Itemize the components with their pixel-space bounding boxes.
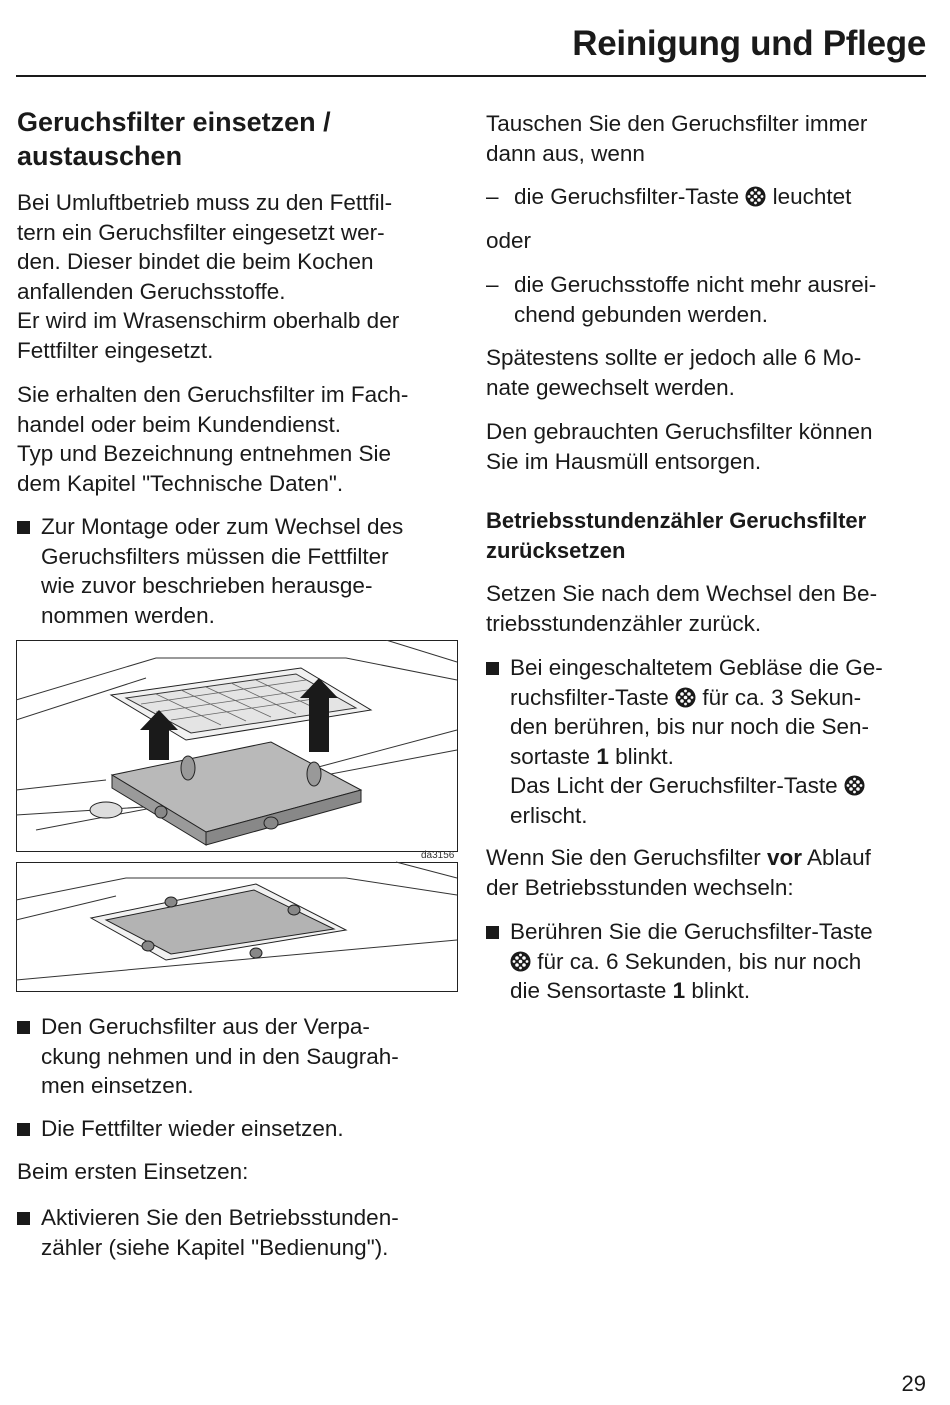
- text-line: [510, 976, 931, 1006]
- section-heading-line: austauschen: [17, 141, 183, 171]
- text-line: Setzen Sie nach dem Wechsel den Be-: [486, 581, 878, 606]
- text-line: Geruchsfilters müssen die Fettfilter: [41, 543, 389, 569]
- text-line: Bei eingeschaltetem Gebläse die Ge-: [510, 655, 883, 680]
- text-line: Er wird im Wrasenschirm oberhalb der: [17, 308, 400, 333]
- text-line: Die Fettfilter wieder einsetzen.: [41, 1116, 344, 1141]
- text-fragment: blinkt.: [691, 978, 751, 1003]
- condition-item: [486, 270, 926, 329]
- instruction-bullet: [486, 653, 931, 830]
- bullet-square-icon: [486, 926, 499, 939]
- bullet-square-icon: [486, 662, 499, 675]
- bullet-square-icon: [17, 1021, 30, 1034]
- text-fragment: Wenn Sie den Geruchsfilter: [486, 845, 761, 870]
- replace-when-paragraph: [486, 109, 867, 168]
- header-divider: [16, 75, 926, 77]
- text-line: Den Geruchsfilter aus der Verpa-: [41, 1014, 370, 1039]
- text-line: tern ein Geruchsfilter eingesetzt wer-: [17, 219, 385, 245]
- text-fragment: Das Licht der Geruchsfilter-Taste: [510, 773, 838, 798]
- instruction-bullet: [17, 1012, 457, 1101]
- bullet-square-icon: [17, 1123, 30, 1136]
- text-line: men einsetzen.: [41, 1073, 194, 1098]
- text-fragment: leuchtet: [772, 184, 852, 209]
- text-line: zähler (siehe Kapitel "Bedienung").: [41, 1234, 389, 1260]
- text-line: Den gebrauchten Geruchsfilter können: [486, 419, 873, 444]
- section-heading-line: Geruchsfilter einsetzen /: [17, 107, 331, 137]
- page-header-title: Reinigung und Pflege: [572, 24, 926, 63]
- bullet-square-icon: [17, 521, 30, 534]
- odour-filter-icon: [745, 186, 766, 207]
- disposal-paragraph: [486, 417, 873, 476]
- first-insertion-label: Beim ersten Einsetzen:: [17, 1159, 249, 1184]
- dash-marker: –: [486, 272, 499, 297]
- text-line: dann aus, wenn: [486, 140, 645, 166]
- text-line: der Betriebsstunden wechseln:: [486, 874, 794, 900]
- text-line: Bei Umluftbetrieb muss zu den Fettfil-: [17, 190, 393, 215]
- emphasis-text: vor: [767, 845, 803, 870]
- text-line: Typ und Bezeichnung entnehmen Sie: [17, 441, 392, 466]
- sensor-number: 1: [596, 743, 609, 769]
- before-expiry-paragraph: [486, 843, 871, 902]
- text-line: Tauschen Sie den Geruchsfilter immer: [486, 111, 868, 136]
- text-line: Berühren Sie die Geruchsfilter-Taste: [510, 919, 873, 944]
- odour-filter-icon: [510, 951, 531, 972]
- text-line: chend gebunden werden.: [514, 301, 768, 327]
- text-fragment: ruchsfilter-Taste: [510, 684, 669, 710]
- text-line: Betriebsstundenzähler Geruchsfilter: [486, 508, 867, 533]
- text-fragment: sortaste: [510, 743, 591, 769]
- text-line: zurücksetzen: [486, 537, 626, 563]
- availability-paragraph: [17, 380, 408, 498]
- text-fragment: die Sensortaste: [510, 978, 667, 1003]
- text-line: den berühren, bis nur noch die Sen-: [510, 714, 869, 739]
- text-line: anfallenden Geruchsstoffe.: [17, 278, 286, 304]
- text-fragment: für ca. 6 Sekunden, bis nur noch: [537, 948, 862, 974]
- text-line: triebsstundenzähler zurück.: [486, 610, 762, 636]
- text-line: [486, 843, 871, 873]
- text-line: dem Kapitel "Technische Daten".: [17, 470, 344, 496]
- odour-filter-icon: [675, 687, 696, 708]
- text-line: [510, 771, 931, 801]
- text-line: die Geruchsstoffe nicht mehr ausrei-: [514, 272, 877, 297]
- instruction-bullet: [486, 917, 931, 1006]
- figure-code: da3156: [421, 850, 455, 861]
- text-line: [510, 947, 931, 977]
- or-label: oder: [486, 228, 532, 253]
- text-line: Sie im Hausmüll entsorgen.: [486, 448, 762, 474]
- text-line: handel oder beim Kundendienst.: [17, 411, 341, 437]
- text-line: Fettfilter eingesetzt.: [17, 337, 214, 363]
- text-line: Aktivieren Sie den Betriebsstunden-: [41, 1205, 399, 1230]
- text-line: wie zuvor beschrieben herausge-: [41, 573, 373, 598]
- filter-installation-figure: [16, 640, 458, 992]
- text-fragment: Ablauf: [807, 845, 871, 870]
- text-fragment: blinkt.: [615, 743, 674, 769]
- text-line: ckung nehmen und in den Saugrah-: [41, 1043, 399, 1069]
- page-number: 29: [901, 1371, 926, 1396]
- instruction-bullet: [17, 1114, 457, 1144]
- text-line: Sie erhalten den Geruchsfilter im Fach-: [17, 382, 409, 407]
- text-line: [510, 683, 931, 713]
- sensor-number: 1: [672, 978, 686, 1003]
- instruction-bullet: [17, 512, 457, 630]
- text-line: Spätestens sollte er jedoch alle 6 Mo-: [486, 345, 862, 370]
- bullet-square-icon: [17, 1212, 30, 1225]
- text-line: nate gewechselt werden.: [486, 374, 735, 400]
- six-months-paragraph: [486, 343, 861, 402]
- text-line: den. Dieser bindet die beim Kochen: [17, 249, 374, 274]
- text-line: nommen werden.: [41, 602, 215, 628]
- text-fragment: die Geruchsfilter-Taste: [514, 184, 740, 209]
- text-line: Zur Montage oder zum Wechsel des: [41, 514, 404, 539]
- text-line: erlischt.: [510, 802, 588, 828]
- text-fragment: für ca. 3 Sekun-: [702, 684, 862, 710]
- dash-marker: –: [486, 184, 499, 209]
- condition-item: [486, 182, 926, 212]
- odour-filter-icon: [844, 775, 865, 796]
- filter-illustration: [16, 640, 458, 992]
- intro-paragraph: [17, 188, 399, 365]
- text-line: [510, 742, 931, 772]
- section-heading: [17, 105, 331, 173]
- instruction-bullet: [17, 1203, 457, 1262]
- reset-subheading: [486, 506, 866, 565]
- reset-intro-paragraph: [486, 579, 877, 638]
